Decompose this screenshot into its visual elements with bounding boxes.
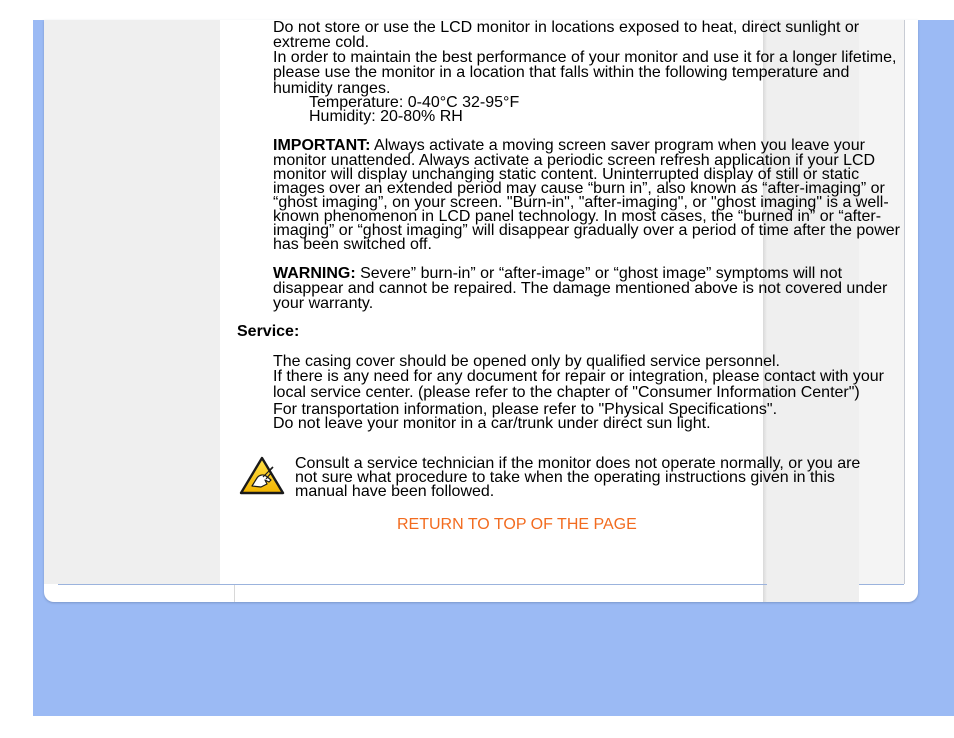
note-line: Consult a service technician if the monitor does not operate normally, or you are: [295, 455, 861, 472]
important-label: IMPORTANT:: [273, 137, 371, 154]
warning-first-text: Severe” burn-in” or “after-image” or “ghost image” symptoms will not: [355, 265, 843, 282]
note-line: manual have been followed.: [295, 483, 495, 500]
service-line: For transportation information, please refer to "Physical Specifications".: [273, 401, 778, 418]
important-line: has been switched off.: [273, 236, 432, 253]
important-line: images over an extended period may cause “burn in”, also known as “after-imaging” or: [273, 180, 885, 197]
important-line: monitor unattended. Always activate a periodic screen refresh application if your LCD: [273, 152, 876, 169]
storage-line-1: Do not store or use the LCD monitor in locations exposed to heat, direct sunlight or: [273, 19, 860, 36]
temperature-range: Temperature: 0-40°C 32-95°F: [309, 94, 520, 111]
warning-label: WARNING:: [273, 265, 356, 282]
important-first-text: Always activate a moving screen saver program when you leave your: [370, 137, 865, 154]
service-line: If there is any need for any document for repair or integration, please contact with your: [273, 368, 884, 385]
storage-line-2: extreme cold.: [273, 34, 370, 51]
humidity-range: Humidity: 20-80% RH: [309, 108, 463, 125]
warning-line: your warranty.: [273, 295, 374, 312]
service-line: Do not leave your monitor in a car/trunk under direct sun light.: [273, 415, 711, 432]
storage-line-4: please use the monitor in a location that falls within the following temperature and: [273, 64, 850, 81]
storage-line-5: humidity ranges.: [273, 80, 391, 97]
return-to-top-link[interactable]: RETURN TO TOP OF THE PAGE: [397, 516, 637, 533]
important-line: known phenomenon in LCD panel technology. In most cases, the “burned in” or “after-: [273, 208, 882, 225]
warning-line: disappear and cannot be repaired. The damage mentioned above is not covered under: [273, 280, 888, 297]
storage-line-3: In order to maintain the best performance of your monitor and use it for a longer lifetime,: [273, 49, 897, 66]
service-line: local service center. (please refer to the chapter of "Consumer Information Center"): [273, 384, 860, 401]
note-line: not sure what procedure to take when the operating instructions given in this: [295, 469, 835, 486]
important-line: “ghost imaging”, on your screen. "Burn-in", "after-imaging", or "ghost imaging" is a well-: [273, 194, 889, 211]
service-heading: Service:: [237, 323, 300, 340]
caution-hand-icon: [239, 456, 285, 496]
service-line: The casing cover should be opened only by qualified service personnel.: [273, 353, 780, 370]
important-line: monitor will display unchanging static content. Uninterrupted display of still or static: [273, 166, 860, 183]
important-line: imaging” or “ghost imaging” will disappear gradually over a period of time after the power: [273, 222, 900, 239]
